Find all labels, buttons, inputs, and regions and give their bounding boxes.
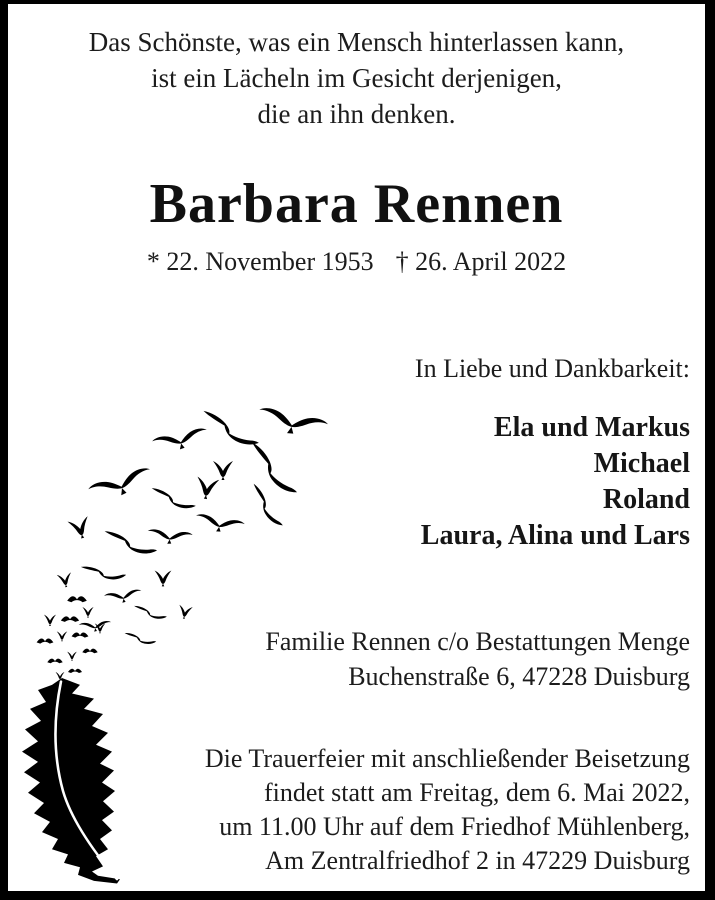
- quote-line: ist ein Lächeln im Gesicht derjenigen,: [151, 63, 562, 93]
- quote-line: die an ihn denken.: [257, 99, 456, 129]
- flying-birds-icon: [37, 406, 329, 698]
- life-dates: [8, 246, 705, 278]
- quote-line: Das Schönste, was ein Mensch hinterlassen kann,: [88, 27, 625, 57]
- death-date: † 26. April 2022: [395, 247, 567, 276]
- mourner-name: Laura, Alina und Lars: [420, 520, 690, 551]
- mourner-name: Michael: [593, 448, 690, 479]
- funeral-line: um 11.00 Uhr auf dem Friedhof Mühlenberg,: [219, 812, 690, 841]
- contact-line: Buchenstraße 6, 47228 Duisburg: [348, 662, 690, 691]
- funeral-line: findet statt am Freitag, dem 6. Mai 2022,: [263, 778, 690, 807]
- feather-icon: [22, 678, 120, 883]
- funeral-line: Am Zentralfriedhof 2 in 47229 Duisburg: [265, 846, 690, 875]
- mourner-name: Ela und Markus: [493, 412, 690, 443]
- mourner-name: Roland: [602, 484, 690, 515]
- mourners-list: [421, 410, 690, 554]
- memorial-quote: [8, 24, 705, 132]
- funeral-line: Die Trauerfeier mit anschließender Beisetzung: [204, 744, 690, 773]
- tribute-line: In Liebe und Dankbarkeit:: [414, 354, 690, 383]
- feather-birds-illustration: [8, 388, 345, 888]
- birth-date: * 22. November 1953: [146, 247, 374, 276]
- deceased-name: Barbara Rennen: [149, 173, 564, 235]
- contact-line: Familie Rennen c/o Bestattungen Menge: [265, 627, 690, 656]
